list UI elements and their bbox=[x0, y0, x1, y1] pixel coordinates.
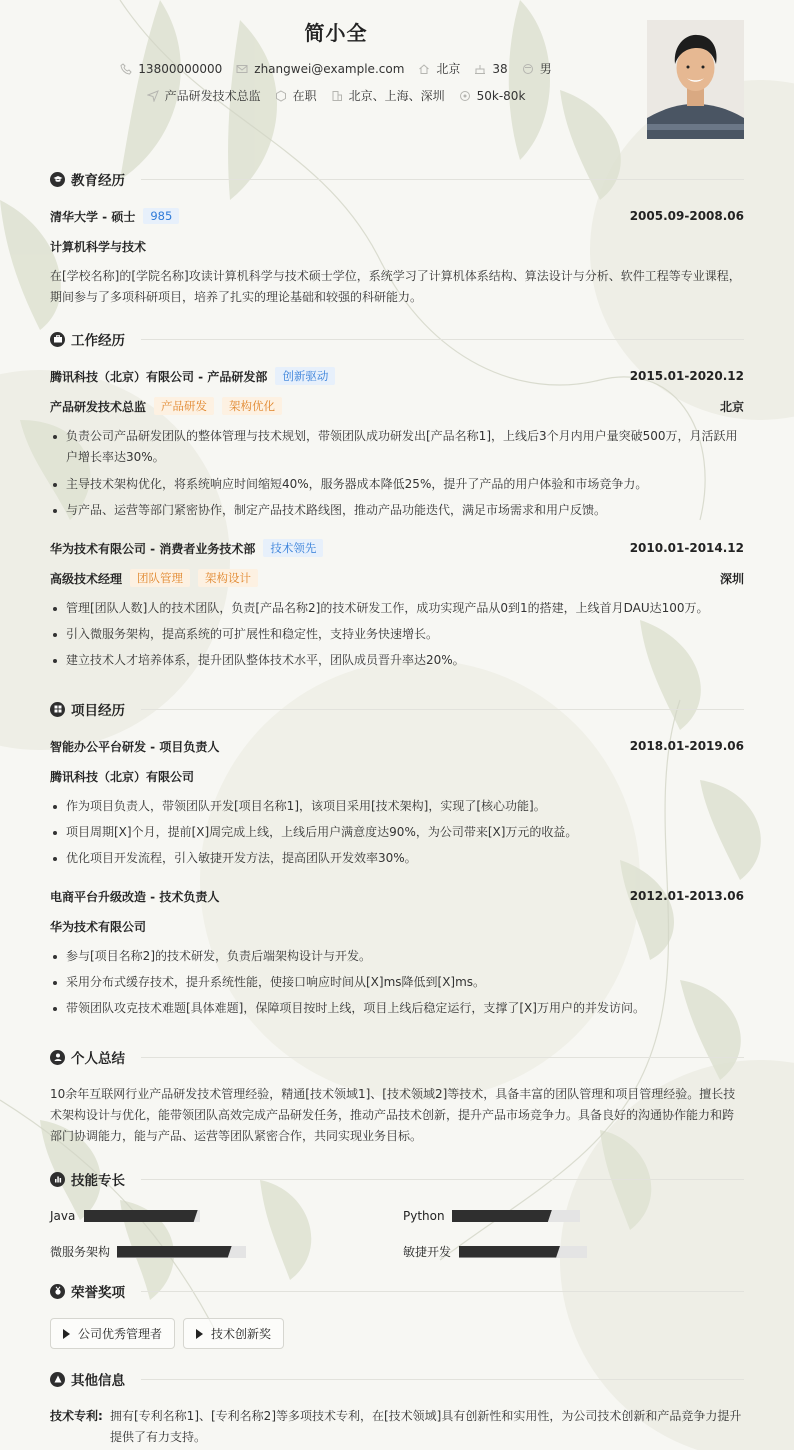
city-text: 北京 bbox=[436, 62, 461, 76]
skill-bar bbox=[84, 1210, 200, 1222]
award-chip bbox=[50, 1318, 175, 1349]
school-name: 清华大学 - 硕士 bbox=[50, 209, 136, 224]
awards-title: 荣誉奖项 bbox=[71, 1285, 125, 1301]
summary-title: 个人总结 bbox=[71, 1051, 125, 1067]
skill-item bbox=[403, 1243, 452, 1260]
project-company-row bbox=[50, 767, 744, 785]
status-text: 在职 bbox=[292, 89, 317, 103]
gender-icon bbox=[522, 63, 534, 75]
cake-icon bbox=[474, 63, 486, 75]
work-bullet: 与产品、运营等部门紧密协作，制定产品技术路线图，推动产品功能迭代，满足市场需求和用户反馈。 bbox=[50, 500, 744, 521]
awards-list bbox=[50, 1318, 744, 1349]
education-row bbox=[50, 207, 744, 225]
work-section bbox=[50, 329, 744, 667]
project-bullet: 参与[项目名称2]的技术研发，负责后端架构设计与开发。 bbox=[50, 946, 744, 967]
section-divider bbox=[141, 339, 744, 340]
projects-section bbox=[50, 699, 744, 1015]
project-bullet: 采用分布式缓存技术，提升系统性能，使接口响应时间从[X]ms降低到[X]ms。 bbox=[50, 972, 744, 993]
candidate-name: 简小全 bbox=[304, 21, 368, 45]
home-icon bbox=[418, 63, 430, 75]
skill-name: Python bbox=[403, 1209, 445, 1223]
other-label: 技术专利: bbox=[50, 1409, 103, 1423]
project-name: 智能办公平台研发 - 项目负责人 bbox=[50, 739, 220, 754]
city-item bbox=[418, 60, 460, 77]
work-title: 工作经历 bbox=[71, 333, 125, 349]
section-divider bbox=[141, 1379, 744, 1380]
other-header bbox=[50, 1369, 744, 1389]
work-bullet: 引入微服务架构，提高系统的可扩展性和稳定性，支持业务快速增长。 bbox=[50, 624, 744, 645]
work-date: 2015.01-2020.12 bbox=[629, 369, 744, 383]
company-tag: 技术领先 bbox=[263, 539, 323, 557]
company-tag: 创新驱动 bbox=[275, 367, 335, 385]
skills-section bbox=[50, 1169, 744, 1189]
medal-icon bbox=[50, 1284, 65, 1299]
work-company: 腾讯科技（北京）有限公司 - 产品研发部 bbox=[50, 369, 268, 384]
skill-name: Java bbox=[50, 1209, 76, 1223]
project-bullet: 优化项目开发流程，引入敏捷开发方法，提高团队开发效率30%。 bbox=[50, 848, 744, 869]
project-name: 电商平台升级改造 - 技术负责人 bbox=[50, 889, 220, 904]
position-item bbox=[147, 87, 261, 104]
work-location: 深圳 bbox=[719, 571, 744, 586]
status-item bbox=[275, 87, 317, 104]
role-tag: 团队管理 bbox=[130, 569, 190, 587]
expected-city-item bbox=[331, 87, 445, 104]
work-bullet: 建立技术人才培养体系，提升团队整体技术水平，团队成员晋升率达20%。 bbox=[50, 650, 744, 671]
project-date: 2018.01-2019.06 bbox=[629, 739, 744, 753]
education-section bbox=[50, 169, 744, 304]
mail-icon bbox=[236, 63, 248, 75]
work-location: 北京 bbox=[719, 399, 744, 414]
skill-bar bbox=[452, 1210, 580, 1222]
project-bullet: 作为项目负责人，带领团队开发[项目名称1]，该项目采用[技术架构]，实现了[核心功能]。 bbox=[50, 796, 744, 817]
other-title: 其他信息 bbox=[71, 1373, 125, 1389]
section-divider bbox=[141, 1057, 744, 1058]
gender-text: 男 bbox=[539, 62, 552, 76]
email-text: zhangwei@example.com bbox=[254, 61, 405, 76]
project-bullet: 带领团队攻克技术难题[具体难题]，保障项目按时上线，项目上线后稳定运行，支撑了[X]万用户的并发访问。 bbox=[50, 998, 744, 1019]
gender-item bbox=[522, 60, 552, 77]
section-divider bbox=[141, 1179, 744, 1180]
work-header bbox=[50, 329, 744, 349]
project-row bbox=[50, 737, 744, 755]
phone-icon bbox=[120, 63, 132, 75]
award-chip bbox=[183, 1318, 284, 1349]
section-divider bbox=[141, 179, 744, 180]
work-company-row bbox=[50, 367, 744, 385]
skill-item bbox=[50, 1243, 111, 1260]
work-role-row bbox=[50, 397, 744, 415]
bar-chart-icon bbox=[50, 1172, 65, 1187]
work-role: 高级技术经理 bbox=[50, 571, 123, 586]
skill-bar-fill bbox=[117, 1246, 232, 1258]
work-bullet: 负责公司产品研发团队的整体管理与技术规划，带领团队成功研发出[产品名称1]，上线后3个月内用户量突破500万，月活跃用户增长率达30%。 bbox=[50, 426, 744, 468]
role-tag: 产品研发 bbox=[154, 397, 214, 415]
awards-section bbox=[50, 1281, 744, 1301]
award-name: 公司优秀管理者 bbox=[78, 1327, 163, 1341]
skills-title: 技能专长 bbox=[71, 1173, 125, 1189]
project-company: 腾讯科技（北京）有限公司 bbox=[50, 769, 195, 784]
other-section bbox=[50, 1369, 744, 1444]
play-icon bbox=[63, 1329, 70, 1339]
position-text: 产品研发技术总监 bbox=[164, 89, 261, 103]
work-company-row bbox=[50, 539, 744, 557]
education-date: 2005.09-2008.06 bbox=[629, 209, 744, 223]
skill-item bbox=[403, 1209, 445, 1223]
role-tag: 架构设计 bbox=[198, 569, 258, 587]
school-tag: 985 bbox=[143, 208, 179, 224]
expected-city-text: 北京、上海、深圳 bbox=[348, 89, 445, 103]
education-title: 教育经历 bbox=[71, 173, 125, 189]
summary-header bbox=[50, 1047, 744, 1067]
other-text: 拥有[专利名称1]、[专利名称2]等多项技术专利，在[技术领域]具有创新性和实用性，为公司技术创新和产品竞争力提升提供了有力支持。 bbox=[110, 1409, 742, 1444]
major-name: 计算机科学与技术 bbox=[50, 239, 147, 254]
graduation-cap-icon bbox=[50, 172, 65, 187]
age-text: 38 bbox=[492, 61, 508, 76]
award-name: 技术创新奖 bbox=[211, 1327, 272, 1341]
salary-icon bbox=[459, 90, 471, 102]
work-company: 华为技术有限公司 - 消费者业务技术部 bbox=[50, 541, 256, 556]
section-divider bbox=[141, 709, 744, 710]
building-icon bbox=[331, 90, 343, 102]
work-date: 2010.01-2014.12 bbox=[629, 541, 744, 555]
briefcase-icon bbox=[50, 332, 65, 347]
projects-title: 项目经历 bbox=[71, 703, 125, 719]
work-role: 产品研发技术总监 bbox=[50, 399, 147, 414]
info-icon bbox=[50, 1372, 65, 1387]
status-icon bbox=[275, 90, 287, 102]
salary-text: 50k-80k bbox=[476, 88, 526, 103]
project-bullet: 项目周期[X]个月，提前[X]周完成上线，上线后用户满意度达90%，为公司带来[X]万元的收益。 bbox=[50, 822, 744, 843]
project-date: 2012.01-2013.06 bbox=[629, 889, 744, 903]
skill-bar-fill bbox=[84, 1210, 198, 1222]
major-row bbox=[50, 237, 744, 255]
profile-photo bbox=[647, 20, 744, 139]
project-company: 华为技术有限公司 bbox=[50, 919, 147, 934]
job-intent-row bbox=[0, 87, 672, 104]
role-tag: 架构优化 bbox=[222, 397, 282, 415]
skill-bar bbox=[117, 1246, 246, 1258]
skill-name: 微服务架构 bbox=[50, 1245, 111, 1259]
work-bullet: 管理[团队人数]人的技术团队，负责[产品名称2]的技术研发工作，成功实现产品从0到1的搭建，上线首月DAU达100万。 bbox=[50, 598, 744, 619]
education-header bbox=[50, 169, 744, 189]
project-row bbox=[50, 887, 744, 905]
user-icon bbox=[50, 1050, 65, 1065]
section-divider bbox=[141, 1291, 744, 1292]
skill-bar-fill bbox=[452, 1210, 552, 1222]
awards-header bbox=[50, 1281, 744, 1301]
project-company-row bbox=[50, 917, 744, 935]
summary-text: 10余年互联网行业产品研发技术管理经验，精通[技术领域1]、[技术领域2]等技术，具备丰富的团队管理和项目管理经验。擅长技术架构设计与优化，能带领团队高效完成产品研发任务，推动产品技术创新，提升产品市场竞争力。具备良好的沟通协作能力和跨部门协调能力，能与产品、运营等团队紧密合作，共同实现业务目标。 bbox=[50, 1087, 736, 1143]
play-icon bbox=[196, 1329, 203, 1339]
skill-bar-fill bbox=[459, 1246, 560, 1258]
email-item bbox=[236, 62, 404, 76]
skill-item bbox=[50, 1209, 84, 1223]
send-icon bbox=[147, 90, 159, 102]
contact-info-row bbox=[0, 60, 672, 77]
phone-text: 13800000000 bbox=[138, 61, 223, 76]
skill-bar bbox=[459, 1246, 587, 1258]
skills-header bbox=[50, 1169, 744, 1189]
education-description: 在[学校名称]的[学院名称]攻读计算机科学与技术硕士学位，系统学习了计算机体系结构、算法设计与分析、软件工程等专业课程，期间参与了多项科研项目，培养了扎实的理论基础和较强的科研能力。 bbox=[50, 269, 741, 304]
age-item bbox=[474, 62, 507, 76]
grid-icon bbox=[50, 702, 65, 717]
work-bullet: 主导技术架构优化，将系统响应时间缩短40%，服务器成本降低25%，提升了产品的用户体验和市场竞争力。 bbox=[50, 474, 744, 495]
projects-header bbox=[50, 699, 744, 719]
summary-section bbox=[50, 1047, 744, 1143]
salary-item bbox=[459, 89, 526, 103]
phone-item bbox=[120, 62, 222, 76]
skill-name: 敏捷开发 bbox=[403, 1245, 452, 1259]
work-role-row bbox=[50, 569, 744, 587]
